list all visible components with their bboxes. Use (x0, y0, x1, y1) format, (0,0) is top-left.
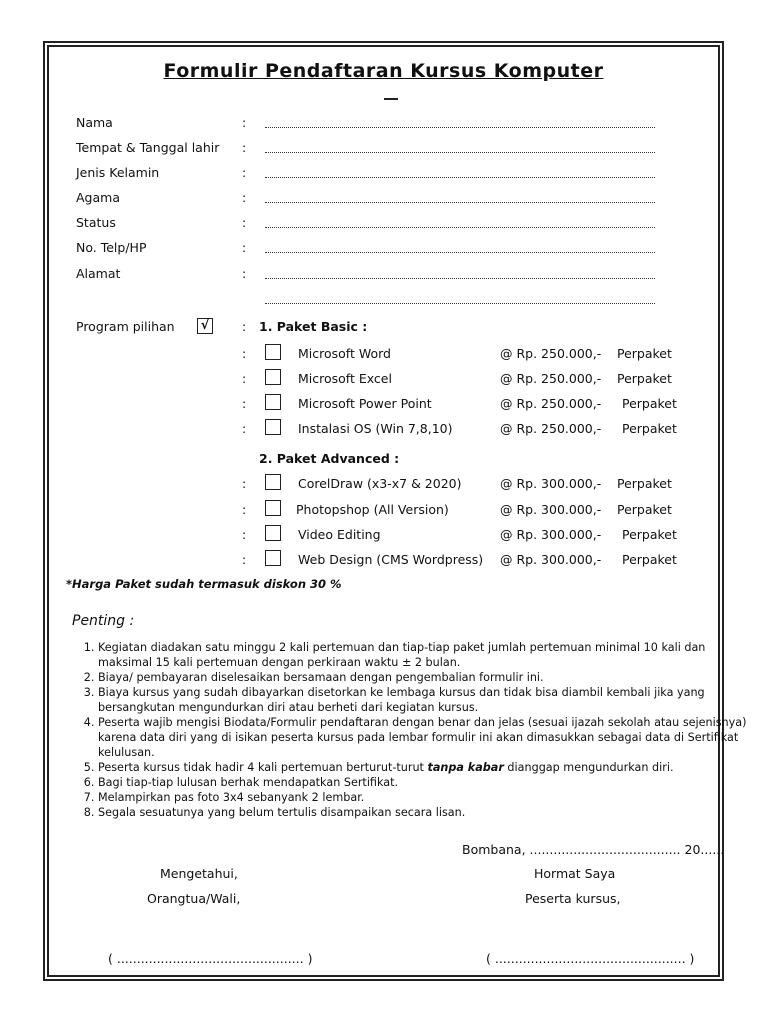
program-label: Program pilihan (76, 319, 175, 334)
signature-left-name-line[interactable]: ( ............................................... ) (108, 951, 313, 966)
field-status-line[interactable] (265, 215, 655, 228)
field-colon: : (242, 215, 247, 230)
item-unit: Perpaket (617, 502, 672, 517)
signature-right-heading: Hormat Saya (534, 866, 616, 881)
checkbox-photoshop[interactable] (265, 500, 281, 516)
checkbox-coreldraw[interactable] (265, 474, 281, 490)
year: 20...... (680, 842, 725, 857)
rule-item: 1. Kegiatan diadakan satu minggu 2 kali pertemuan dan tiap-tiap paket jumlah pertemuan minimal 10 kali dan maksimal 15 kali pertemuan dengan perkiraan waktu ± 2 bulan. (98, 640, 748, 670)
field-colon: : (242, 266, 247, 281)
item-unit: Perpaket (617, 371, 672, 386)
field-label-nama: Nama (76, 115, 113, 130)
rule-item: 2. Biaya/ pembayaran diselesaikan bersamaan dengan pengembalian formulir ini. (98, 670, 748, 685)
item-name: Video Editing (298, 527, 381, 542)
checkbox-microsoft-word[interactable] (265, 344, 281, 360)
item-colon: : (242, 371, 247, 386)
checkbox-instalasi-os[interactable] (265, 419, 281, 435)
field-colon: : (242, 140, 247, 155)
item-colon: : (242, 527, 247, 542)
field-label-alamat: Alamat (76, 266, 121, 281)
program-colon: : (242, 319, 247, 334)
item-price: @ Rp. 250.000,- (500, 371, 602, 386)
field-alamat-line-1[interactable] (265, 266, 655, 279)
item-unit: Perpaket (622, 527, 677, 542)
penting-heading: Penting : (72, 613, 135, 629)
field-label-ttl: Tempat & Tanggal lahir (76, 140, 220, 155)
form-title: Formulir Pendaftaran Kursus Komputer (163, 60, 604, 82)
field-colon: : (242, 240, 247, 255)
rule-5-text-end: dianggap mengundurkan diri. (503, 761, 674, 774)
field-alamat-line-2[interactable] (265, 291, 655, 304)
item-name: Microsoft Word (298, 346, 391, 361)
item-price: @ Rp. 300.000,- (500, 476, 602, 491)
field-colon: : (242, 115, 247, 130)
item-unit: Perpaket (617, 346, 672, 361)
item-colon: : (242, 421, 247, 436)
checkbox-web-design[interactable] (265, 550, 281, 566)
program-checkbox[interactable]: √ (197, 318, 213, 334)
field-telp-line[interactable] (265, 240, 655, 253)
item-price: @ Rp. 300.000,- (500, 527, 602, 542)
rules-list (60, 640, 748, 820)
signature-right-role: Peserta kursus, (525, 891, 621, 906)
field-ttl-line[interactable] (265, 140, 655, 153)
date-dots[interactable]: ...................................... (529, 842, 681, 857)
title-dash (384, 98, 398, 100)
field-label-jenis-kelamin: Jenis Kelamin (76, 165, 160, 180)
item-price: @ Rp. 250.000,- (500, 421, 602, 436)
item-price: @ Rp. 300.000,- (500, 552, 602, 567)
item-price: @ Rp. 250.000,- (500, 346, 602, 361)
item-colon: : (242, 396, 247, 411)
item-name: Instalasi OS (Win 7,8,10) (298, 421, 453, 436)
rule-5-emphasis: tanpa kabar (427, 761, 504, 774)
item-colon: : (242, 476, 247, 491)
rule-item: 8. Segala sesuatunya yang belum tertulis disampaikan secara lisan. (98, 805, 748, 820)
item-price: @ Rp. 300.000,- (500, 502, 602, 517)
item-name: Web Design (CMS Wordpress) (298, 552, 484, 567)
item-unit: Perpaket (622, 396, 677, 411)
item-unit: Perpaket (617, 476, 672, 491)
place-date (462, 842, 724, 857)
item-name: Microsoft Power Point (298, 396, 432, 411)
discount-note: *Harga Paket sudah termasuk diskon 30 % (66, 577, 342, 591)
field-label-status: Status (76, 215, 116, 230)
item-name: Microsoft Excel (298, 371, 392, 386)
signature-right-name-line[interactable]: ( ................................................ ) (486, 951, 695, 966)
checkbox-microsoft-excel[interactable] (265, 369, 281, 385)
field-colon: : (242, 190, 247, 205)
rule-item-5 (98, 760, 748, 775)
signature-left-role: Orangtua/Wali, (147, 891, 241, 906)
field-jenis-kelamin-line[interactable] (265, 165, 655, 178)
field-agama-line[interactable] (265, 190, 655, 203)
basic-package-title: 1. Paket Basic : (259, 319, 368, 334)
rule-item: 4. Peserta wajib mengisi Biodata/Formulir pendaftaran dengan benar dan jelas (sesuai ijazah sekolah atau sejenisnya) karena data diri yang di isikan peserta kursus pada lembar formulir ini akan dimasukkan sebagai data di Sertifikat kelulusan. (98, 715, 748, 760)
item-unit: Perpaket (622, 421, 677, 436)
item-colon: : (242, 552, 247, 567)
checkbox-microsoft-power-point[interactable] (265, 394, 281, 410)
field-colon: : (242, 165, 247, 180)
rule-item: 6. Bagi tiap-tiap lulusan berhak mendapatkan Sertifikat. (98, 775, 748, 790)
item-colon: : (242, 346, 247, 361)
rule-item: 3. Biaya kursus yang sudah dibayarkan disetorkan ke lembaga kursus dan tidak bisa diambil kembali jika yang bersangkutan mengundurkan diri atau berheti dari kegiatan kursus. (98, 685, 748, 715)
place: Bombana, (462, 842, 530, 857)
field-label-agama: Agama (76, 190, 120, 205)
checkbox-video-editing[interactable] (265, 525, 281, 541)
rule-5-text: Peserta kursus tidak hadir 4 kali pertemuan berturut-turut (98, 761, 428, 774)
signature-left-heading: Mengetahui, (160, 866, 238, 881)
item-unit: Perpaket (622, 552, 677, 567)
item-colon: : (242, 502, 247, 517)
item-price: @ Rp. 250.000,- (500, 396, 602, 411)
advanced-package-title: 2. Paket Advanced : (259, 451, 400, 466)
field-nama-line[interactable] (265, 115, 655, 128)
item-name: CorelDraw (x3-x7 & 2020) (298, 476, 462, 491)
field-label-telp: No. Telp/HP (76, 240, 147, 255)
item-name: Photopshop (All Version) (296, 502, 449, 517)
rule-item: 7. Melampirkan pas foto 3x4 sebanyank 2 lembar. (98, 790, 748, 805)
